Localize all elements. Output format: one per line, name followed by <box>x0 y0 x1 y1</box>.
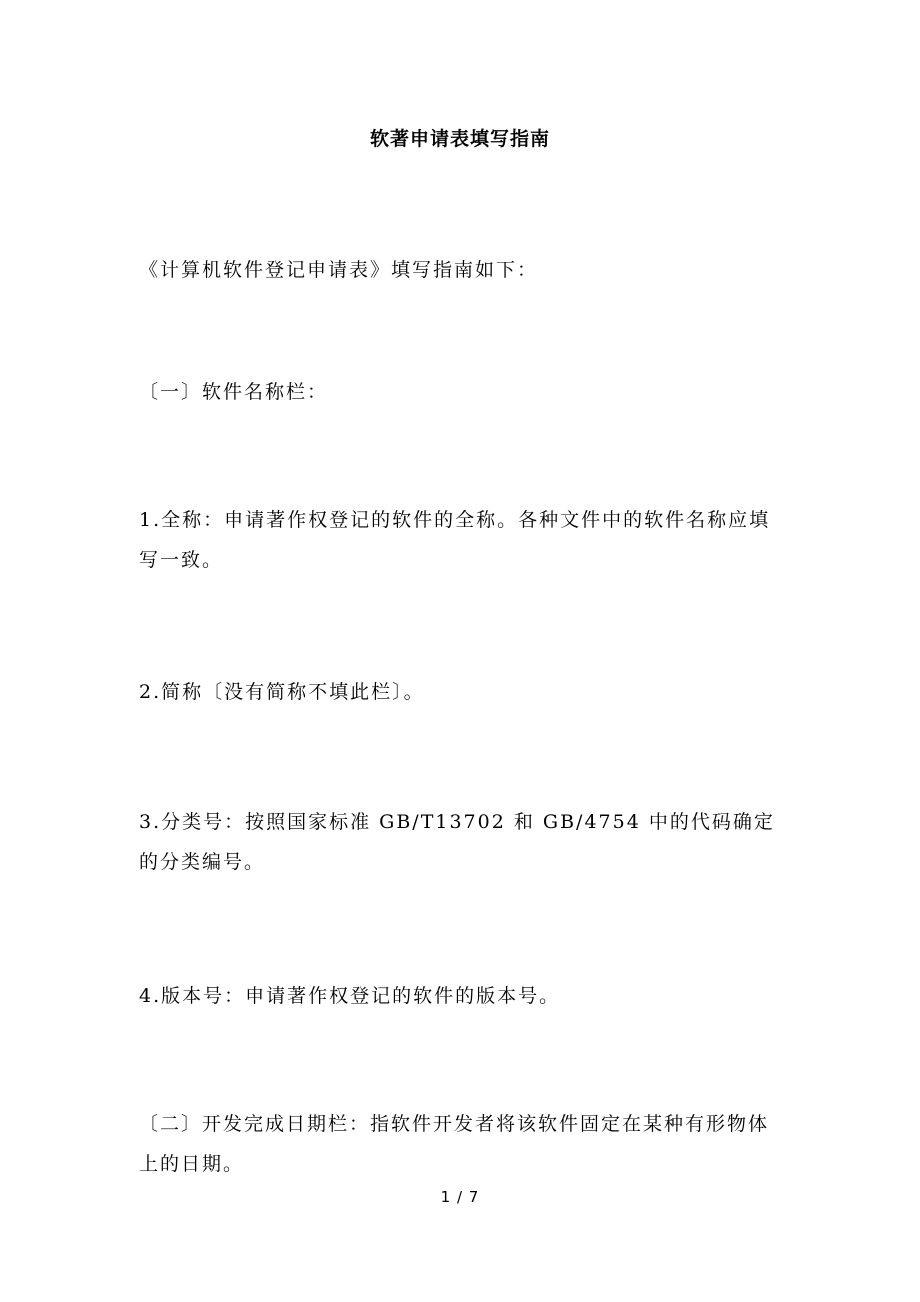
item-classification-number: 3.分类号：按照国家标准 GB/T13702 和 GB/4754 中的代码确定的分类编号。 <box>139 811 775 873</box>
section-heading-completion-date: 〔二〕开发完成日期栏：指软件开发者将该软件固定在某种有形物体上的日期。 <box>139 1113 770 1175</box>
intro-paragraph: 《计算机软件登记申请表》填写指南如下： <box>139 259 539 281</box>
section-heading-software-name: 〔一〕软件名称栏： <box>139 381 329 403</box>
page-number: 1 / 7 <box>440 1188 480 1206</box>
item-short-name: 2.简称〔没有简称不填此栏〕。 <box>139 681 425 703</box>
document-title: 软著申请表填写指南 <box>369 128 550 150</box>
item-full-name: 1.全称：申请著作权登记的软件的全称。各种文件中的软件名称应填写一致。 <box>139 509 771 571</box>
item-version-number: 4.版本号：申请著作权登记的软件的版本号。 <box>139 985 561 1007</box>
